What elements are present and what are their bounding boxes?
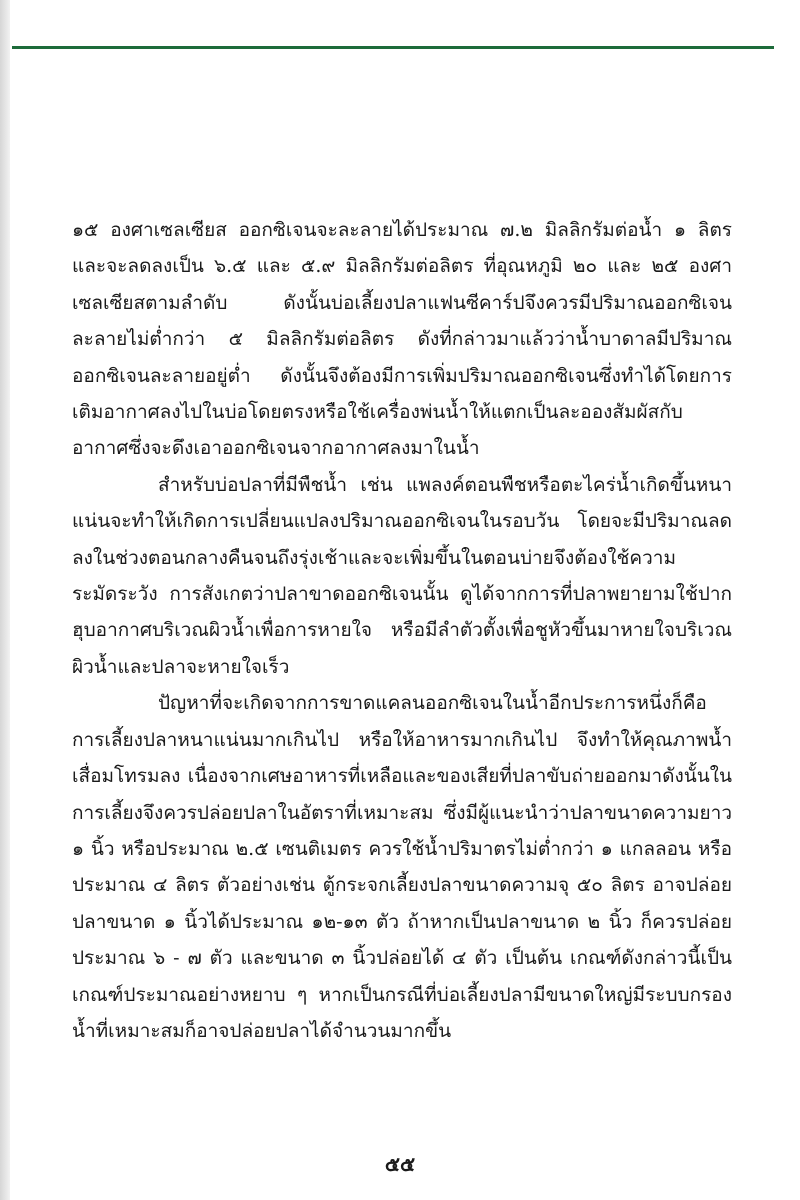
paragraph-1: ๑๕ องศาเซลเซียส ออกซิเจนจะละลายได้ประมาณ ๗.๒ มิลลิกรัมต่อน้ำ ๑ ลิตร และจะลดลงเป็น ๖.๕ และ ๕.๙ มิลลิกรัมต่อลิตร ที่อุณหภูมิ ๒๐ และ ๒๕ องศาเซลเซียสตามลำดับ ดังนั้นบ่อเลี้ยงปลาแฟนซีคาร์ปจึงควรมีปริมาณออกซิเจนละลายไม่ต่ำกว่า ๕ มิลลิกรัมต่อลิตร ดังที่กล่าวมาแล้วว่าน้ำบาดาลมีปริมาณออกซิเจนละลายอยู่ต่ำ ดังนั้นจึงต้องมีการเพิ่มปริมาณออกซิเจนซึ่งทำได้โดยการเติมอากาศลงไปในบ่อโดยตรงหรือใช้เครื่องพ่นน้ำให้แตกเป็นละอองสัมผัสกับอากาศซึ่งจะดึงเอาออกซิเจนจากอากาศลงมาในน้ำ <box>72 219 732 460</box>
page-left-edge <box>0 0 10 1200</box>
header-rule <box>12 46 774 49</box>
paragraph-2: สำหรับบ่อปลาที่มีพืชน้ำ เช่น แพลงค์ตอนพืชหรือตะไคร่น้ำเกิดขึ้นหนาแน่นจะทำให้เกิดการเปลี่ยนแปลงปริมาณออกซิเจนในรอบวัน โดยจะมีปริมาณลดลงในช่วงตอนกลางคืนจนถึงรุ่งเช้าและจะเพิ่มขึ้นในตอนบ่ายจึงต้องใช้ความระมัดระวัง การสังเกตว่าปลาขาดออกซิเจนนั้น ดูได้จากการที่ปลาพยายามใช้ปากฮุบอากาศบริเวณผิวน้ำเพื่อการหายใจ หรือมีลำตัวตั้งเพื่อชูหัวขึ้นมาหายใจบริเวณผิวน้ำและปลาจะหายใจเร็ว <box>72 473 732 678</box>
page-number: ๕๕ <box>384 1152 416 1176</box>
body-text <box>72 212 732 1049</box>
paragraph-3: ปัญหาที่จะเกิดจากการขาดแคลนออกซิเจนในน้ำอีกประการหนึ่งก็คือการเลี้ยงปลาหนาแน่นมากเกินไป หรือให้อาหารมากเกินไป จึงทำให้คุณภาพน้ำเสื่อมโทรมลง เนื่องจากเศษอาหารที่เหลือและของเสียที่ปลาขับถ่ายออกมาดังนั้นในการเลี้ยงจึงควรปล่อยปลาในอัตราที่เหมาะสม ซึ่งมีผู้แนะนำว่าปลาขนาดความยาว ๑ นิ้ว หรือประมาณ ๒.๕ เซนติเมตร ควรใช้น้ำปริมาตรไม่ต่ำกว่า ๑ แกลลอน หรือประมาณ ๔ ลิตร ตัวอย่างเช่น ตู้กระจกเลี้ยงปลาขนาดความจุ ๕๐ ลิตร อาจปล่อยปลาขนาด ๑ นิ้วได้ประมาณ ๑๒-๑๓ ตัว ถ้าหากเป็นปลาขนาด ๒ นิ้ว ก็ควรปล่อยประมาณ ๖ - ๗ ตัว และขนาด ๓ นิ้วปล่อยได้ ๔ ตัว เป็นต้น เกณฑ์ดังกล่าวนี้เป็นเกณฑ์ประมาณอย่างหยาบ ๆ หากเป็นกรณีที่บ่อเลี้ยงปลามีขนาดใหญ่มีระบบกรองน้ำที่เหมาะสมก็อาจปล่อยปลาได้จำนวนมากขึ้น <box>72 692 732 1042</box>
